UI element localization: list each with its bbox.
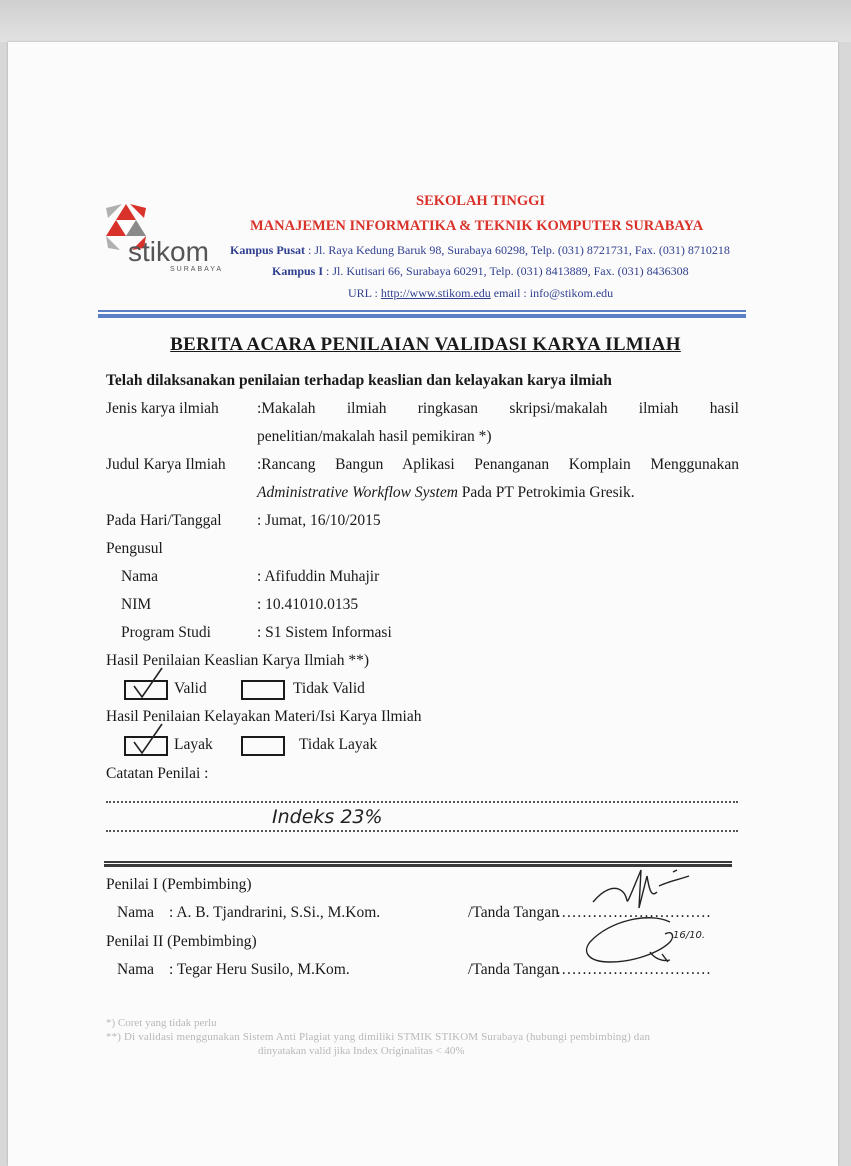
catatan-line-1 <box>106 801 738 803</box>
judul-label: Judul Karya Ilmiah <box>106 456 226 473</box>
catatan-handwritten-note: Indeks 23% <box>272 806 383 828</box>
penilai-2-signature-icon <box>580 912 690 978</box>
penilai-2-sign-date: 16/10. <box>673 930 705 941</box>
nim-label: NIM <box>121 596 152 613</box>
penilai-2-sign-dots: ………………………… <box>556 961 711 978</box>
prodi-value: : S1 Sistem Informasi <box>257 624 392 641</box>
penilai-2-sign-label: /Tanda Tangan <box>468 961 559 978</box>
penilai-1-sign-dots: ………………………… <box>556 904 711 921</box>
jenis-value-line1: :Makalah ilmiah ringkasan skripsi/makalah ilmiah hasil <box>257 400 739 417</box>
jenis-value-line2: penelitian/makalah hasil pemikiran *) <box>257 428 492 445</box>
website-link[interactable]: http://www.stikom.edu <box>380 286 491 300</box>
penilai-1-name-label: Nama <box>117 904 155 921</box>
nim-value: : 10.41010.0135 <box>257 596 359 613</box>
layak-checkmark-icon <box>130 722 170 756</box>
penilai-1-role: Penilai I (Pembimbing) <box>106 876 252 893</box>
jenis-label: Jenis karya ilmiah <box>106 400 219 417</box>
footnote-2-line-2: dinyatakan valid jika Index Originalitas < 40% <box>258 1045 465 1057</box>
catatan-line-2 <box>106 830 738 832</box>
penilai-2-name-label: Nama <box>117 961 155 978</box>
judul-value-line1: :Rancang Bangun Aplikasi Penanganan Komplain Menggunakan <box>257 456 739 473</box>
campus-main-address: Kampus Pusat : Jl. Raya Kedung Baruk 98, Surabaya 60298, Telp. (031) 8721731, Fax. (031) 8710218 <box>230 243 730 257</box>
footnote-2-line-1: **) Di validasi menggunakan Sistem Anti Plagiat yang dimiliki STMIK STIKOM Surabaya (hubungi pembimbing) dan <box>106 1031 651 1043</box>
valid-option-label: Valid <box>174 680 207 697</box>
prodi-label: Program Studi <box>121 624 211 641</box>
tidak-valid-option-label: Tidak Valid <box>293 680 365 697</box>
tanggal-label: Pada Hari/Tanggal <box>106 512 222 529</box>
document-title: BERITA ACARA PENILAIAN VALIDASI KARYA ILMIAH <box>170 334 681 355</box>
contact-line: URL : http://www.stikom.edu email : info@stikom.edu <box>348 286 614 300</box>
campus-one-address: Kampus I : Jl. Kutisari 66, Surabaya 60291, Telp. (031) 8413889, Fax. (031) 8436308 <box>272 264 689 278</box>
institution-line-2: MANAJEMEN INFORMATIKA & TEKNIK KOMPUTER SURABAYA <box>250 218 704 234</box>
header-rule-thick <box>98 314 746 318</box>
logo-wordmark: stikom <box>128 236 209 267</box>
catatan-label: Catatan Penilai : <box>106 765 209 782</box>
kelayakan-label: Hasil Penilaian Kelayakan Materi/Isi Karya Ilmiah <box>106 708 422 725</box>
nama-value: : Afifuddin Muhajir <box>257 568 380 585</box>
penilai-2-name-value: : Tegar Heru Susilo, M.Kom. <box>169 961 350 978</box>
penilai-1-name-value: : A. B. Tjandrarini, S.Si., M.Kom. <box>169 904 381 921</box>
keaslian-label: Hasil Penilaian Keaslian Karya Ilmiah **) <box>106 652 369 669</box>
tidak-layak-option-label: Tidak Layak <box>299 736 378 753</box>
judul-value-line2: Administrative Workflow System Pada PT Petrokimia Gresik. <box>257 484 635 501</box>
nama-label: Nama <box>121 568 159 585</box>
tidak-layak-checkbox[interactable] <box>241 736 285 756</box>
pengusul-label: Pengusul <box>106 540 163 557</box>
institution-line-1: SEKOLAH TINGGI <box>416 193 546 209</box>
intro-text: Telah dilaksanakan penilaian terhadap keaslian dan kelayakan karya ilmiah <box>106 372 612 389</box>
valid-checkmark-icon <box>130 666 170 700</box>
tidak-valid-checkbox[interactable] <box>241 680 285 700</box>
penilai-1-sign-label: /Tanda Tangan <box>468 904 559 921</box>
header-rule-thin <box>98 310 746 312</box>
scan-background <box>0 0 851 42</box>
footnote-1: *) Coret yang tidak perlu <box>106 1017 217 1029</box>
layak-option-label: Layak <box>174 736 213 753</box>
tanggal-value: : Jumat, 16/10/2015 <box>257 512 381 529</box>
penilai-2-role: Penilai II (Pembimbing) <box>106 933 257 950</box>
logo-subtext: SURABAYA <box>170 266 224 273</box>
